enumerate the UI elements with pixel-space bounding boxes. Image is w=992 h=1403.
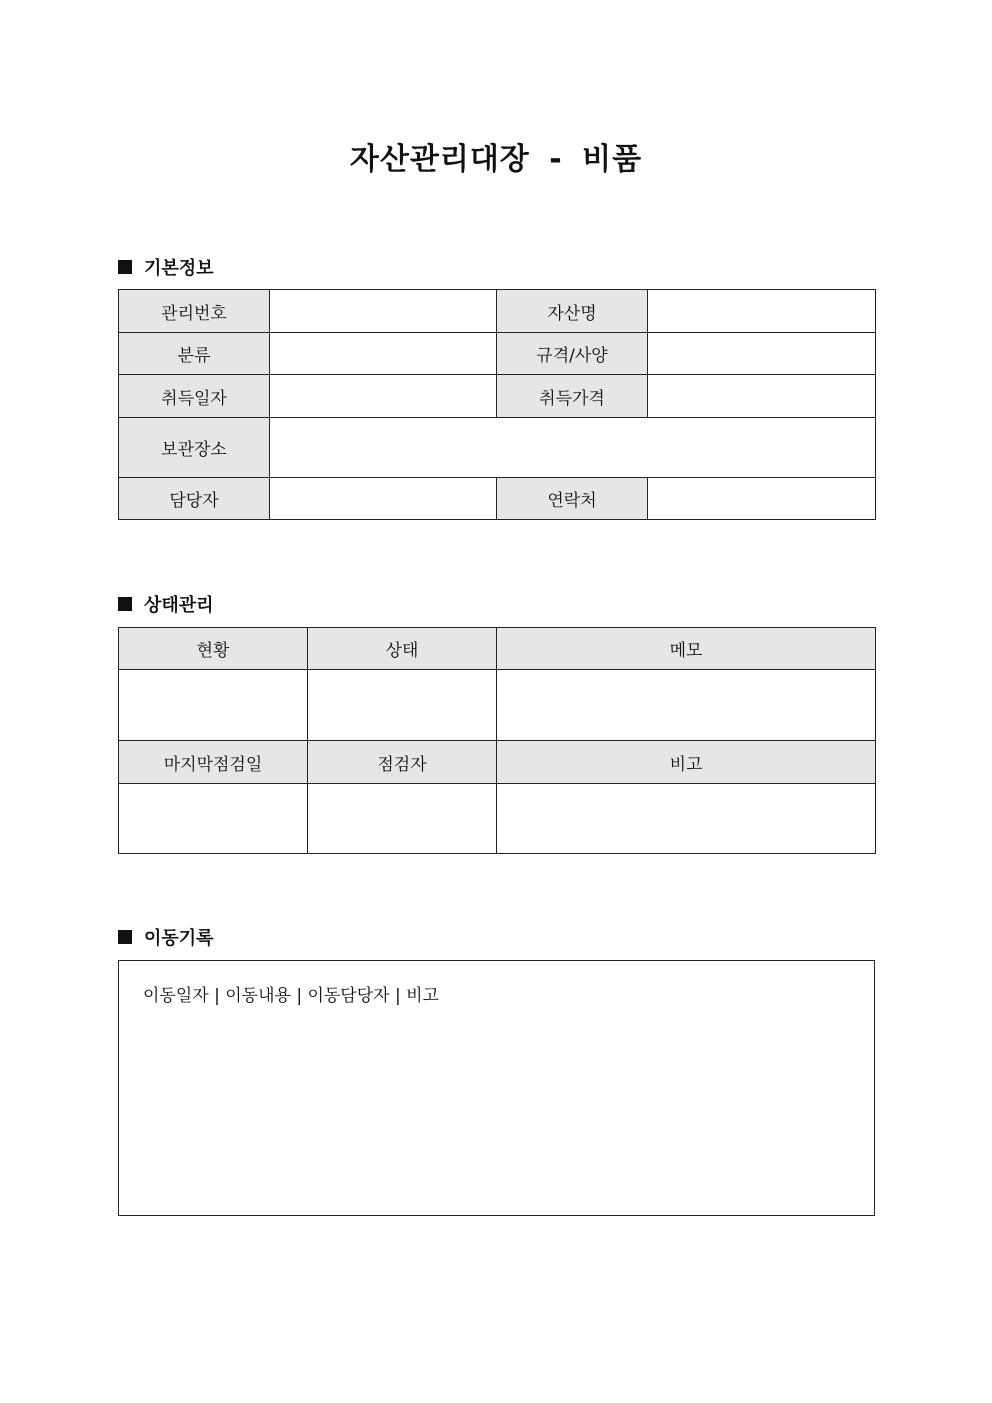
inspector-label: 점검자 xyxy=(308,741,497,784)
category-field[interactable] xyxy=(270,333,497,375)
location-field[interactable] xyxy=(270,418,876,478)
section-movement-heading xyxy=(118,924,214,950)
square-bullet-icon xyxy=(118,597,132,611)
square-bullet-icon xyxy=(118,930,132,944)
last-check-field[interactable] xyxy=(119,784,308,854)
acq-price-field[interactable] xyxy=(648,375,876,418)
inspector-field[interactable] xyxy=(308,784,497,854)
current-label: 현황 xyxy=(119,628,308,670)
status-table xyxy=(118,627,876,854)
page-title: 자산관리대장 - 비품 xyxy=(349,142,643,177)
mgmt-no-field[interactable] xyxy=(270,290,497,333)
section-status-title: 상태관리 xyxy=(144,595,214,616)
category-label: 분류 xyxy=(119,333,270,375)
manager-field[interactable] xyxy=(270,478,497,520)
basic-info-table xyxy=(118,289,876,520)
asset-name-label: 자산명 xyxy=(497,290,648,333)
location-label: 보관장소 xyxy=(119,418,270,478)
movement-record-header: 이동일자 | 이동내용 | 이동담당자 | 비고 xyxy=(143,986,439,1006)
last-check-label: 마지막점검일 xyxy=(119,741,308,784)
spec-field[interactable] xyxy=(648,333,876,375)
section-basic-title: 기본정보 xyxy=(144,258,214,279)
mgmt-no-label: 관리번호 xyxy=(119,290,270,333)
state-label: 상태 xyxy=(308,628,497,670)
acq-price-label: 취득가격 xyxy=(497,375,648,418)
contact-field[interactable] xyxy=(648,478,876,520)
memo-field[interactable] xyxy=(497,670,876,741)
acq-date-label: 취득일자 xyxy=(119,375,270,418)
section-basic-heading xyxy=(118,254,214,280)
memo-label: 메모 xyxy=(497,628,876,670)
square-bullet-icon xyxy=(118,260,132,274)
remark-label: 비고 xyxy=(497,741,876,784)
state-field[interactable] xyxy=(308,670,497,741)
spec-label: 규격/사양 xyxy=(497,333,648,375)
manager-label: 담당자 xyxy=(119,478,270,520)
contact-label: 연락처 xyxy=(497,478,648,520)
section-status-heading xyxy=(118,591,214,617)
section-movement-title: 이동기록 xyxy=(144,928,214,949)
remark-field[interactable] xyxy=(497,784,876,854)
asset-name-field[interactable] xyxy=(648,290,876,333)
movement-record-box[interactable] xyxy=(118,960,875,1216)
current-field[interactable] xyxy=(119,670,308,741)
acq-date-field[interactable] xyxy=(270,375,497,418)
